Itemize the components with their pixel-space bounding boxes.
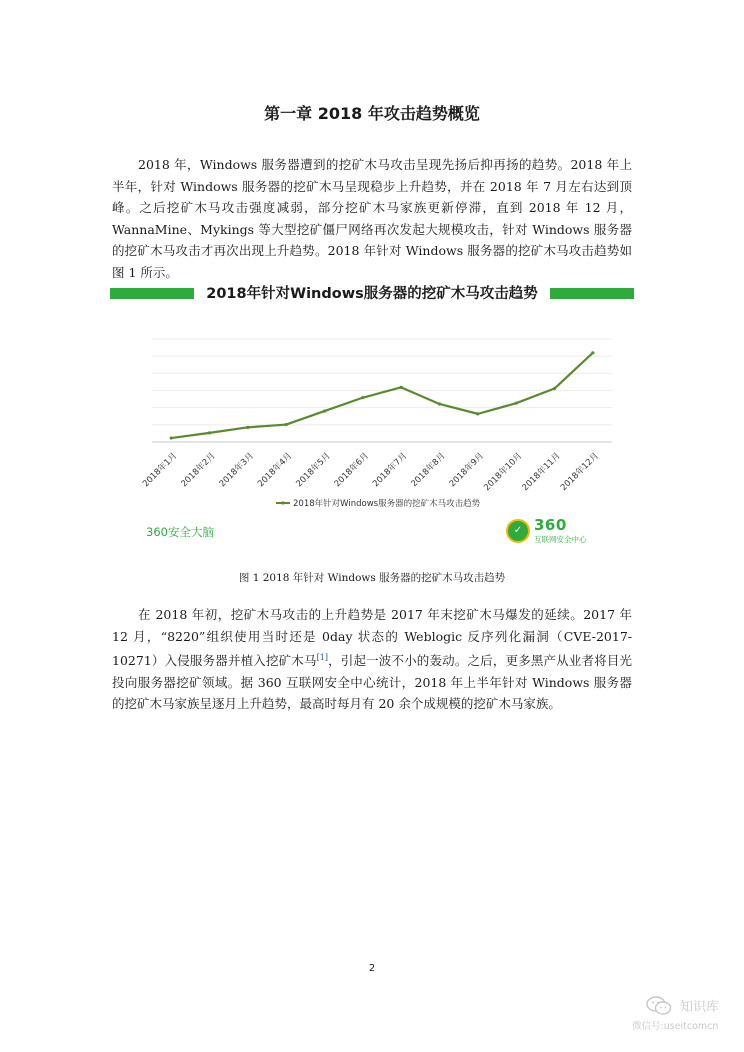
data-point <box>553 387 556 390</box>
reference-link[interactable]: [1] <box>316 653 328 662</box>
x-tick-label: 2018年10月 <box>482 451 525 494</box>
x-tick-label: 2018年6月 <box>332 451 371 490</box>
banner-bar-right <box>550 288 634 299</box>
legend-label: 2018年针对Windows服务器的挖矿木马攻击趋势 <box>293 499 481 509</box>
paragraph-text-part2: ，引起一波不小的轰动。之后，更多黑产从业者将目光投向服务器挖矿领域。据 360 互联网安全中心统计，2018 年上半年针对 Windows 服务器的挖矿木马家族呈逐月上升趋势，最高时每月有 20 余个成规模的挖矿木马家族。 <box>112 653 632 712</box>
x-tick-label: 2018年3月 <box>217 451 256 490</box>
data-point <box>361 396 364 399</box>
brand-360-internet-security-center <box>506 518 626 546</box>
x-tick-label: 2018年2月 <box>179 451 218 490</box>
legend-swatch-marker <box>281 501 284 504</box>
logo-360-mark: 360 <box>534 516 567 534</box>
x-tick-label: 2018年7月 <box>371 451 410 490</box>
x-tick-label: 2018年12月 <box>558 451 601 494</box>
x-tick-label: 2018年9月 <box>447 451 486 490</box>
x-tick-label: 2018年11月 <box>520 451 563 494</box>
data-point <box>208 431 211 434</box>
shield-logo-icon: ✓ <box>506 519 530 543</box>
logo-sub-label: 互联网安全中心 <box>534 535 587 544</box>
data-point <box>246 426 249 429</box>
wechat-watermark <box>632 996 742 1036</box>
x-tick-label: 2018年5月 <box>294 451 333 490</box>
banner-bar-left <box>110 288 194 299</box>
figure-banner <box>110 283 634 305</box>
attack-trend-chart <box>110 325 634 521</box>
x-tick-label: 2018年4月 <box>256 451 295 490</box>
figure-banner-title: 2018年针对Windows服务器的挖矿木马攻击趋势 <box>206 286 538 302</box>
watermark-account-id: 微信号:useitcomcn <box>632 1021 719 1032</box>
intro-paragraph: 2018 年，Windows 服务器遭到的挖矿木马攻击呈现先扬后抑再扬的趋势。2018 年上半年，针对 Windows 服务器的挖矿木马呈现稳步上升趋势，并在 2018 年 7 月左右达到顶峰。之后挖矿木马攻击强度减弱，部分挖矿木马家族更新停滞，直到 2018 年 12 月，WannaMine、Mykings 等大型挖矿僵尸网络再次发起大规模攻击，针对 Windows 服务器的挖矿木马攻击才再次出现上升趋势。2018 年针对 Windows 服务器的挖矿木马攻击趋势如图 1 所示。 <box>112 157 632 280</box>
data-point <box>285 423 288 426</box>
data-point <box>591 351 594 354</box>
data-point <box>476 412 479 415</box>
x-tick-label: 2018年8月 <box>409 451 448 490</box>
figure-caption: 图 1 2018 年针对 Windows 服务器的挖矿木马攻击趋势 <box>238 572 506 584</box>
data-point <box>438 402 441 405</box>
data-point <box>400 386 403 389</box>
brand-360-security-brain: 360安全大脑 <box>146 525 214 539</box>
body-paragraph <box>112 604 632 715</box>
wechat-icon <box>646 996 672 1016</box>
watermark-brand: 知识库 <box>680 1000 720 1015</box>
page-number: 2 <box>368 963 376 974</box>
data-point <box>515 402 518 405</box>
paragraph-text-part1: 在 2018 年初，挖矿木马攻击的上升趋势是 2017 年末挖矿木马爆发的延续。2017 年 12 月，“8220”组织使用当时还是 0day 状态的 Weblogic 反序列化漏洞（CVE-2017-10271）入侵服务器并植入挖矿木马 <box>112 607 632 669</box>
chapter-title: 第一章 2018 年攻击趋势概览 <box>264 104 480 123</box>
data-point <box>323 410 326 413</box>
x-tick-label: 2018年1月 <box>141 451 180 490</box>
data-point <box>170 436 173 439</box>
